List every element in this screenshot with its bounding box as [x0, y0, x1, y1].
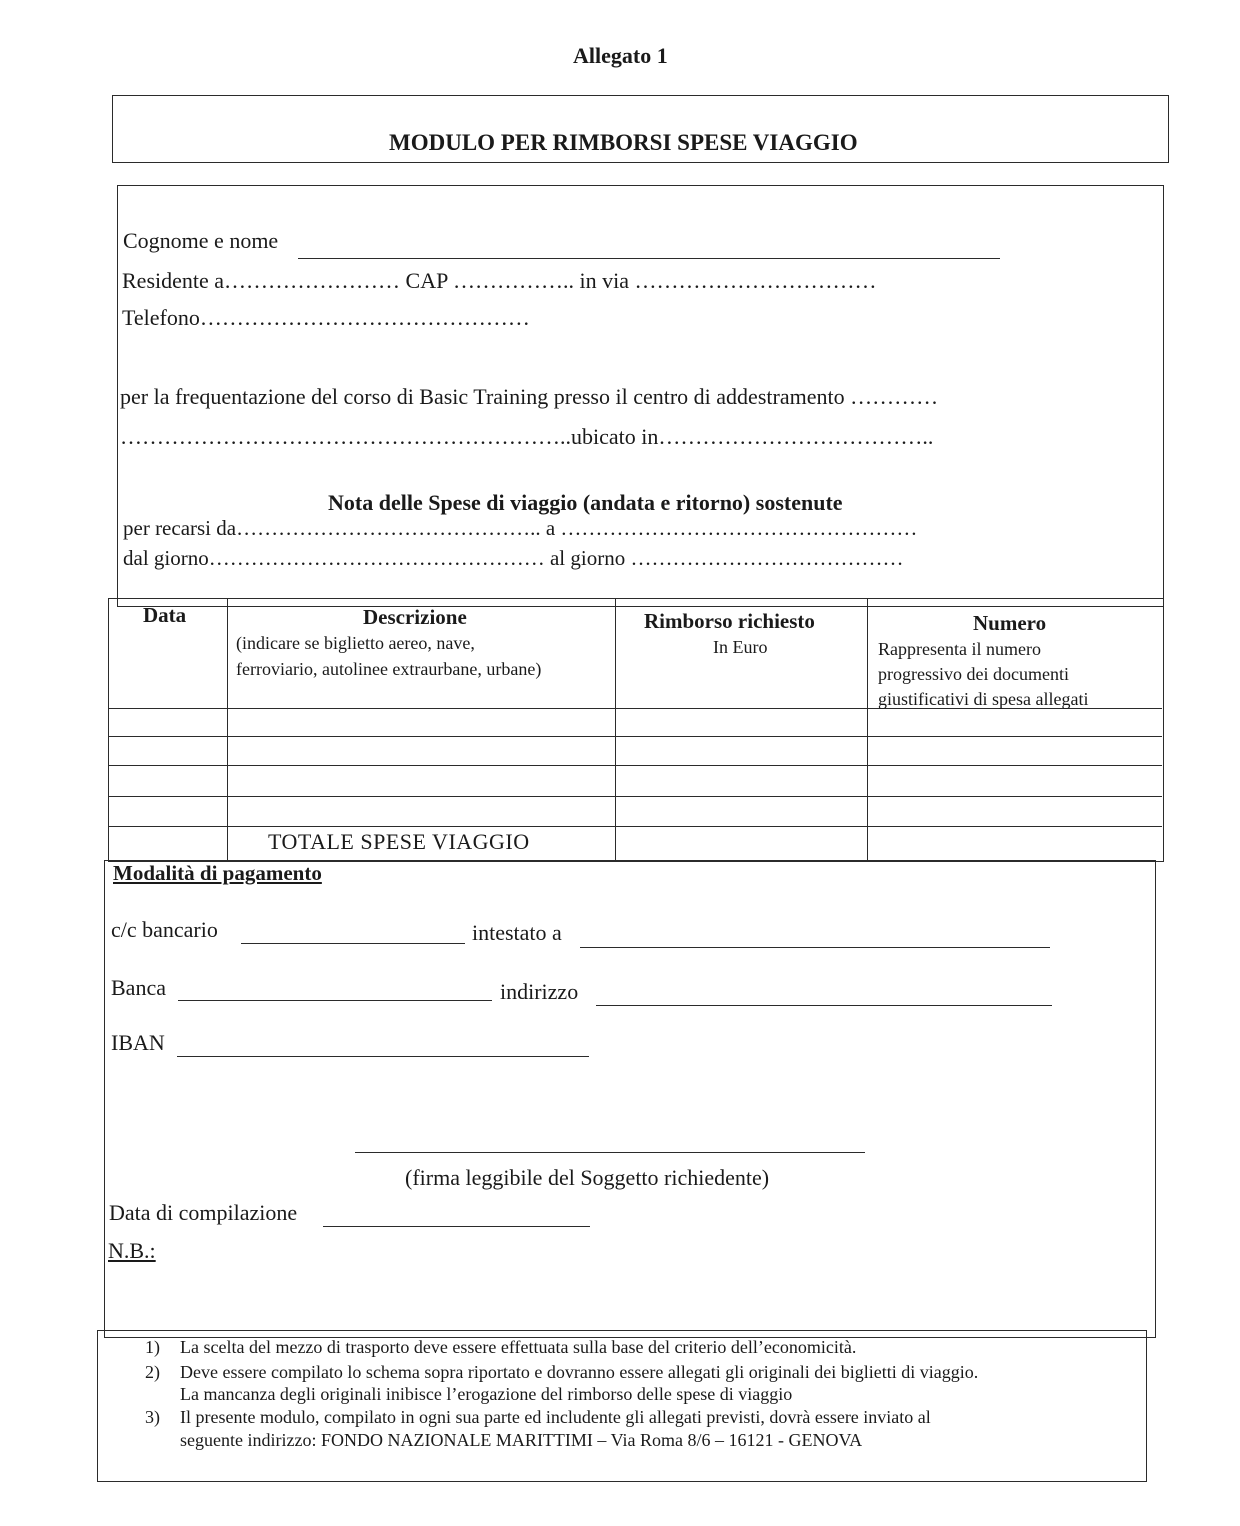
intestato-label: intestato a	[472, 920, 562, 945]
col-descrizione-note-2: ferroviario, autolinee extraurbane, urbane)	[236, 659, 542, 679]
telefono-line[interactable]: Telefono………………………………………	[122, 305, 530, 330]
row-divider	[108, 736, 1162, 737]
banca-label: Banca	[111, 975, 166, 1000]
nota-line-1[interactable]: per recarsi da…………………………………….. a ……………………………………………	[123, 516, 918, 540]
attachment-label: Allegato 1	[573, 43, 668, 68]
nota-heading: Nota delle Spese di viaggio (andata e ritorno) sostenute	[328, 490, 843, 515]
iban-input[interactable]	[177, 1056, 589, 1057]
note-text: Il presente modulo, compilato in ogni sua parte ed includente gli allegati previsti, dovrà essere inviato al	[180, 1407, 931, 1427]
table-row[interactable]	[110, 798, 1160, 825]
note-number: 1)	[145, 1337, 160, 1357]
nb-label: N.B.:	[108, 1238, 156, 1263]
col-header-descrizione: Descrizione	[363, 605, 467, 629]
iban-label: IBAN	[111, 1030, 165, 1055]
cognome-label: Cognome e nome	[123, 228, 279, 253]
corso-line-1[interactable]: per la frequentazione del corso di Basic Training presso il centro di addestramento …………	[120, 384, 939, 409]
note-text: Deve essere compilato lo schema sopra riportato e dovranno essere allegati gli originali dei biglietti di viaggio.	[180, 1362, 979, 1382]
totale-label: TOTALE SPESE VIAGGIO	[268, 829, 530, 854]
data-compilazione-label: Data di compilazione	[109, 1200, 298, 1225]
signature-caption: (firma leggibile del Soggetto richiedente)	[405, 1165, 770, 1190]
row-divider	[108, 765, 1162, 766]
col-numero-note-1: Rappresenta il numero	[878, 639, 1041, 659]
nota-line-2[interactable]: dal giorno………………………………………… al giorno …………………………………	[123, 546, 904, 570]
signature-line[interactable]	[355, 1152, 865, 1153]
indirizzo-label: indirizzo	[500, 979, 579, 1004]
col-descrizione-note-1: (indicare se biglietto aereo, nave,	[236, 633, 475, 653]
table-row[interactable]	[110, 738, 1160, 764]
note-text: La mancanza degli originali inibisce l’erogazione del rimborso delle spese di viaggio	[180, 1384, 793, 1404]
row-divider	[108, 796, 1162, 797]
cc-input[interactable]	[241, 943, 465, 944]
data-compilazione-input[interactable]	[323, 1226, 590, 1227]
note-number: 3)	[145, 1407, 160, 1427]
note-text: seguente indirizzo: FONDO NAZIONALE MARITTIMI – Via Roma 8/6 – 16121 - GENOVA	[180, 1430, 863, 1450]
intestato-input[interactable]	[580, 947, 1050, 948]
banca-input[interactable]	[178, 1000, 492, 1001]
payment-heading: Modalità di pagamento	[113, 861, 322, 885]
col-header-rimborso: Rimborso richiesto	[644, 609, 815, 633]
note-text: La scelta del mezzo di trasporto deve essere effettuata sulla base del criterio dell’economicità.	[180, 1337, 857, 1357]
cc-label: c/c bancario	[111, 917, 218, 942]
residente-line[interactable]: Residente a…………………… CAP …………….. in via ……………………………	[122, 268, 877, 293]
corso-line-2[interactable]: ……………………………………………………..ubicato in………………………………..	[120, 424, 934, 449]
cognome-input[interactable]	[298, 258, 1000, 259]
payment-section	[104, 860, 1156, 1338]
form-title: MODULO PER RIMBORSI SPESE VIAGGIO	[389, 130, 858, 155]
indirizzo-input[interactable]	[596, 1005, 1052, 1006]
note-number: 2)	[145, 1362, 160, 1382]
row-divider	[108, 826, 1162, 827]
table-row[interactable]	[110, 767, 1160, 795]
col-numero-note-2: progressivo dei documenti	[878, 664, 1069, 684]
col-numero-note-3: giustificativi di spesa allegati	[878, 689, 1089, 709]
table-row[interactable]	[110, 710, 1160, 735]
col-rimborso-note: In Euro	[713, 637, 768, 657]
col-header-data: Data	[143, 603, 187, 627]
col-header-numero: Numero	[973, 611, 1047, 635]
